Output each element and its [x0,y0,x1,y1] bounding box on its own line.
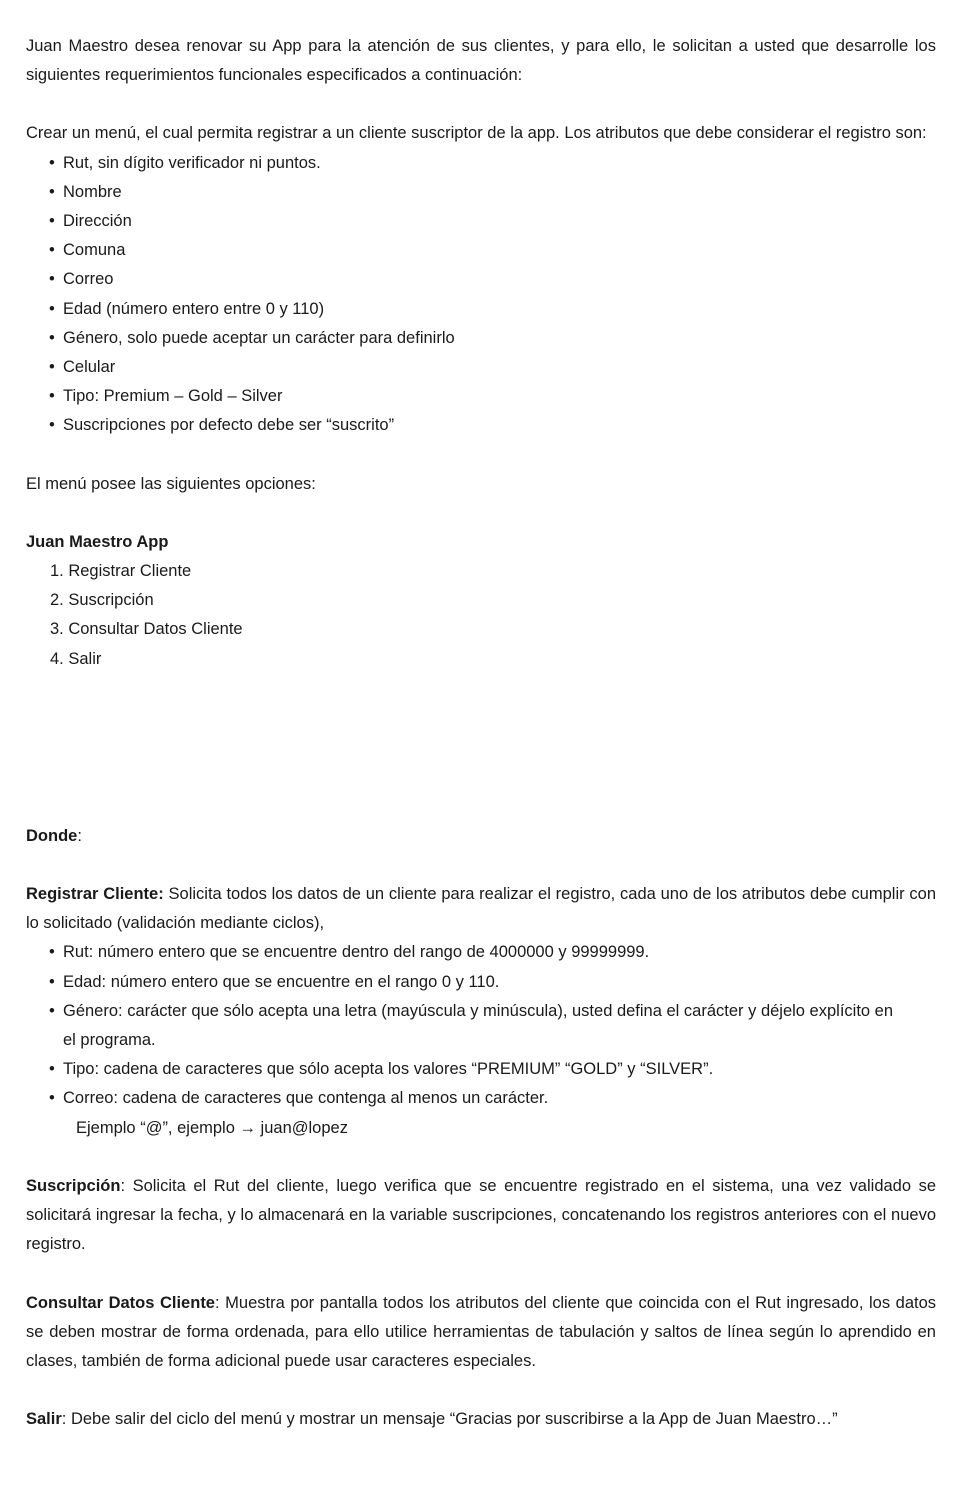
spacer [26,441,936,470]
list-item: • Celular [26,353,936,382]
email-example: Ejemplo “@”, ejemplo → juan@lopez [76,1118,348,1137]
consultar-label: Consultar Datos Cliente [26,1293,215,1312]
list-item: • Correo [26,265,936,294]
registrar-label: Registrar Cliente: [26,885,164,904]
donde-heading [26,822,936,851]
suscripcion-text: : Solicita el Rut del cliente, luego verifica que se encuentre registrado en el sistema, una vez validado se solicitará ingresar la fecha, y lo almacenará en la variable suscripciones, concatenando los registros anteriores con el nuevo registro. [26,1176,936,1254]
menu-options-list [26,557,936,674]
menu-option: 3. Consultar Datos Cliente [50,620,243,639]
registrar-paragraph [26,880,936,938]
registrar-text: Solicita todos los datos de un cliente para realizar el registro, cada uno de los atributos debe cumplir con lo solicitado (validación mediante ciclos), [26,885,936,933]
suscripcion-label: Suscripción [26,1176,121,1195]
menu-options-intro: El menú posee las siguientes opciones: [26,474,316,493]
intro-paragraph: Juan Maestro desea renovar su App para la atención de sus clientes, y para ello, le solicitan a usted que desarrolle los siguientes requerimientos funcionales especificados a continuación: [26,37,936,85]
list-item: • Género: carácter que sólo acepta una letra (mayúscula y minúscula), usted defina el carácter y déjelo explícito en el programa. [26,997,936,1055]
list-item: • Suscripciones por defecto debe ser “suscrito” [26,411,936,440]
menu-option: 1. Registrar Cliente [50,562,192,581]
list-item: • Edad: número entero que se encuentre en el rango 0 y 110. [26,968,936,997]
salir-paragraph [26,1405,936,1434]
spacer [26,851,936,880]
consultar-text: : Muestra por pantalla todos los atributos del cliente que coincida con el Rut ingresado, los datos se deben mostrar de forma ordenada, para ello utilice herramientas de tabulación y saltos de línea según lo aprendido en clases, también de forma adicional puede usar caracteres especiales. [26,1293,937,1370]
list-item: • Tipo: Premium – Gold – Silver [26,382,936,411]
donde-label: Donde [26,826,78,845]
spacer [26,499,936,528]
list-item: • Rut, sin dígito verificador ni puntos. [26,149,936,178]
list-item: • Rut: número entero que se encuentre dentro del rango de 4000000 y 99999999. [26,938,936,967]
menu-option: 2. Suscripción [50,591,154,610]
consultar-paragraph [26,1289,936,1377]
spacer [26,1376,936,1405]
document-page [26,32,936,1434]
menu-option: 4. Salir [50,649,102,668]
list-item: • Edad (número entero entre 0 y 110) [26,295,936,324]
list-item: • Nombre [26,178,936,207]
spacer [26,674,936,822]
salir-text: : Debe salir del ciclo del menú y mostrar un mensaje “Gracias por suscribirse a la App de Juan Maestro…” [61,1410,838,1429]
list-item: • Comuna [26,236,936,265]
app-title: Juan Maestro App [26,532,169,551]
spacer [26,1143,936,1172]
menu-request-paragraph: Crear un menú, el cual permita registrar a un cliente suscriptor de la app. Los atributos que debe considerar el registro son: [26,124,927,143]
donde-colon: : [77,826,82,845]
list-item: • Tipo: cadena de caracteres que sólo acepta los valores “PREMIUM” “GOLD” y “SILVER”. [26,1055,936,1084]
list-item: • Dirección [26,207,936,236]
validation-rules-list [26,938,936,1113]
salir-label: Salir [26,1410,62,1429]
suscripcion-paragraph [26,1172,936,1260]
attribute-list [26,149,936,441]
list-item: • Correo: cadena de caracteres que contenga al menos un carácter. [26,1084,936,1113]
spacer [26,1260,936,1289]
spacer [26,90,936,119]
list-item: • Género, solo puede aceptar un carácter para definirlo [26,324,936,353]
